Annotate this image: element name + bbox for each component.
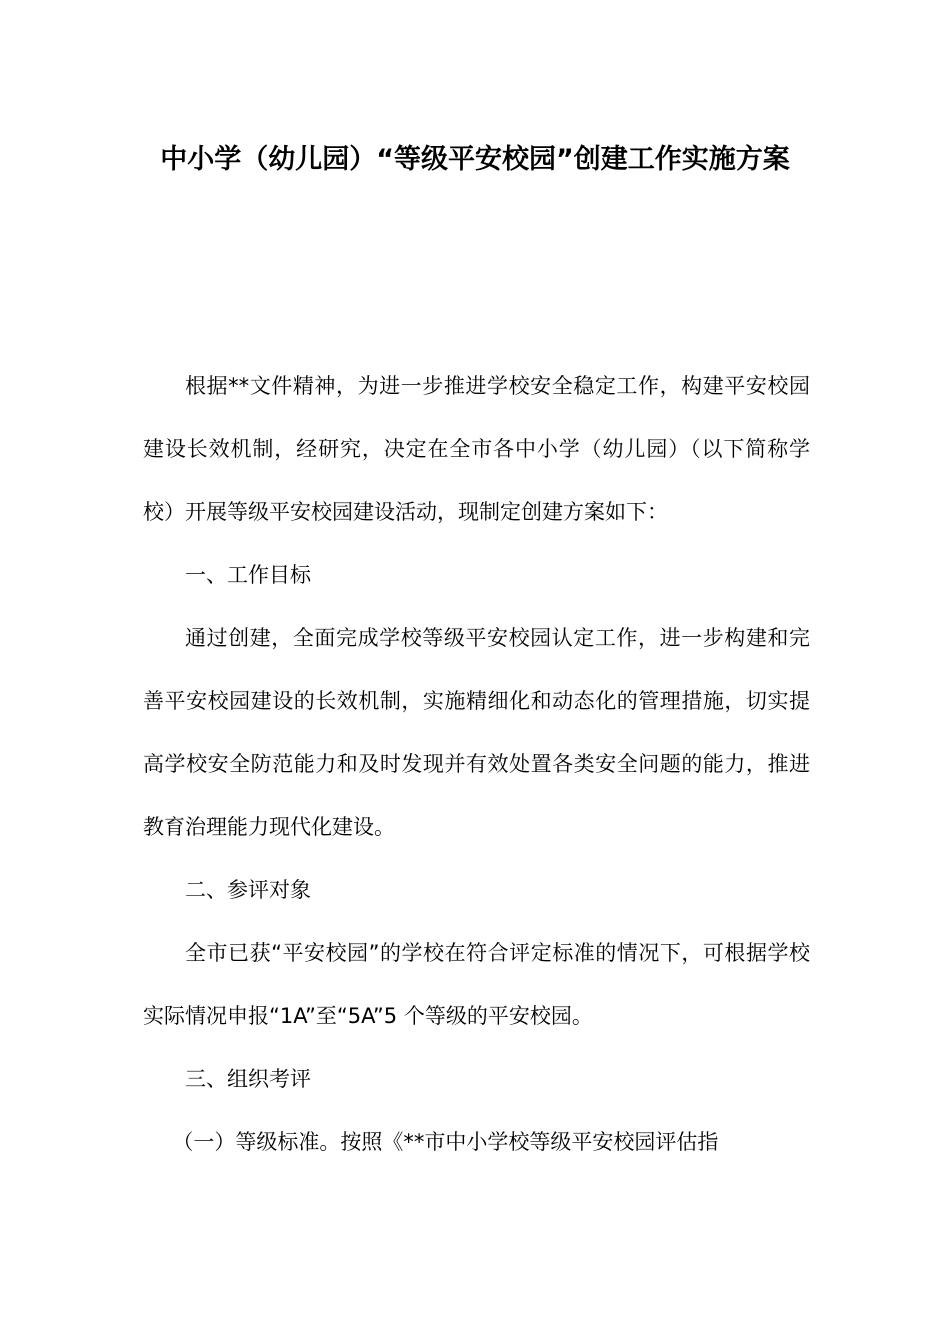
document-title: 中小学（幼儿园）“等级平安校园”创建工作实施方案: [160, 144, 790, 175]
document-body: [143, 355, 810, 1174]
section-heading-evaluation: 三、组织考评: [185, 1067, 311, 1091]
goals-paragraph: 通过创建，全面完成学校等级平安校园认定工作，进一步构建和完善平安校园建设的长效机制，实施精细化和动态化的管理措施，切实提高学校安全防范能力和及时发现并有效处置各类安全问题的能力，推进教育治理能力现代化建设。: [143, 626, 810, 839]
section-heading-goals: 一、工作目标: [185, 563, 311, 587]
participants-paragraph: 全市已获“平安校园”的学校在符合评定标准的情况下，可根据学校实际情况申报“1A”至“5A”5 个等级的平安校园。: [143, 941, 810, 1028]
intro-paragraph: 根据**文件精神，为进一步推进学校安全稳定工作，构建平安校园建设长效机制，经研究，决定在全市各中小学（幼儿园）（以下简称学校）开展等级平安校园建设活动，现制定创建方案如下：: [143, 374, 810, 524]
section-heading-participants: 二、参评对象: [185, 878, 311, 902]
evaluation-item-1: （一）等级标准。按照《**市中小学校等级平安校园评估指: [172, 1130, 719, 1154]
